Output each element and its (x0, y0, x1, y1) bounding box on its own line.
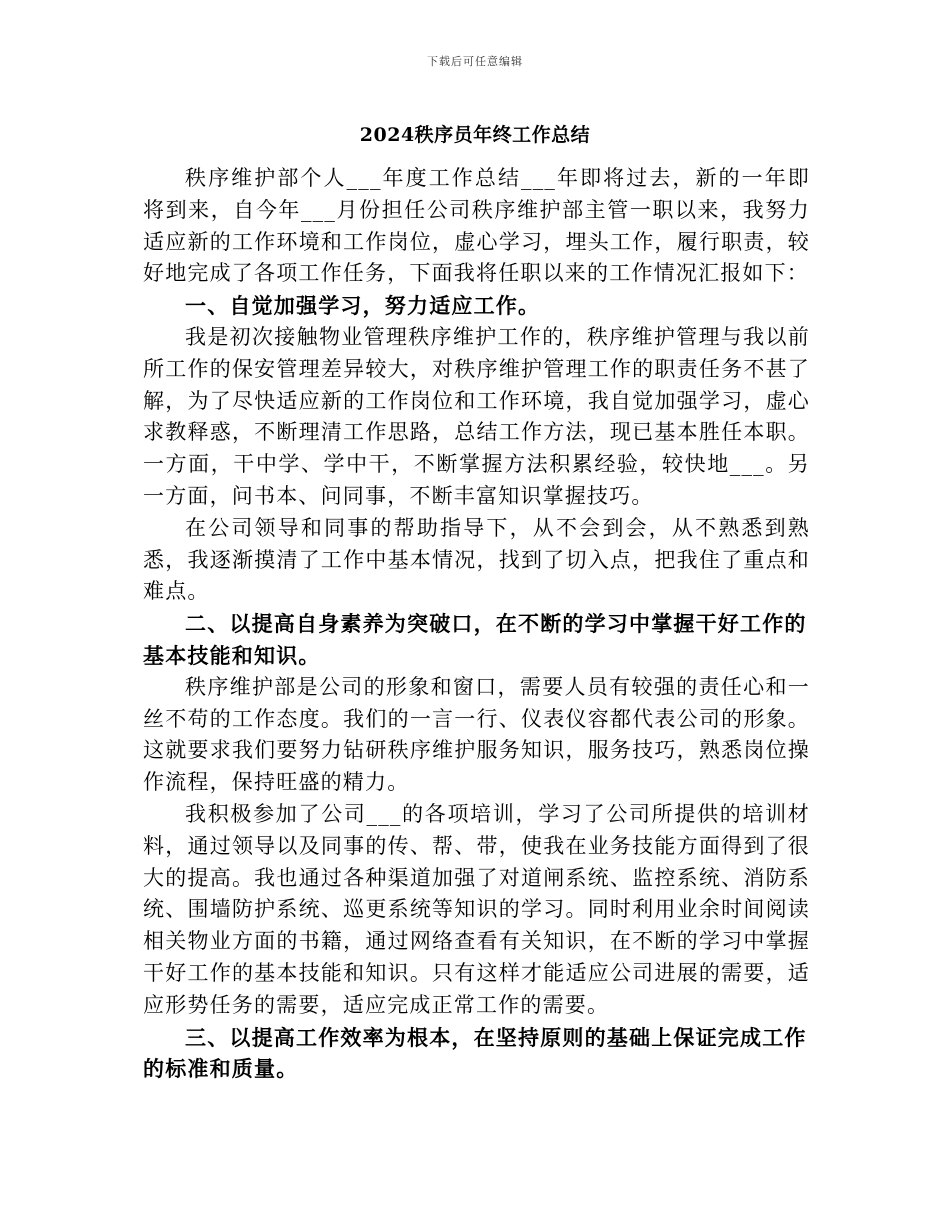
section-2-paragraph-2: 我积极参加了公司___的各项培训，学习了公司所提供的培训材料，通过领导以及同事的传、帮、带，使我在业务技能方面得到了很大的提高。我也通过各种渠道加强了对道闸系统、监控系统、消防系统、围墙防护系统、巡更系统等知识的学习。同时利用业余时间阅读相关物业方面的书籍，通过网络查看有关知识，在不断的学习中掌握干好工作的基本技能和知识。只有这样才能适应公司进展的需要，适应形势任务的需要，适应完成正常工作的需要。 (143, 801, 810, 1017)
section-2-paragraph-1: 秩序维护部是公司的形象和窗口，需要人员有较强的责任心和一丝不苟的工作态度。我们的一言一行、仪表仪容都代表公司的形象。这就要求我们要努力钻研秩序维护服务知识，服务技巧，熟悉岗位操作流程，保持旺盛的精力。 (143, 674, 810, 795)
intro-paragraph: 秩序维护部个人___年度工作总结___年即将过去，新的一年即将到来，自今年___月份担任公司秩序维护部主管一职以来，我努力适应新的工作环境和工作岗位，虚心学习，埋头工作，履行职责，较好地完成了各项工作任务，下面我将任职以来的工作情况汇报如下： (143, 166, 810, 286)
section-1-paragraph-1: 我是初次接触物业管理秩序维护工作的，秩序维护管理与我以前所工作的保安管理差异较大，对秩序维护管理工作的职责任务不甚了解，为了尽快适应新的工作岗位和工作环境，我自觉加强学习，虚心求教释惑，不断理清工作思路，总结工作方法，现已基本胜任本职。一方面，干中学、学中干，不断掌握方法积累经验，较快地___。另一方面，问书本、问同事，不断丰富知识掌握技巧。 (143, 324, 810, 508)
section-heading-1: 一、自觉加强学习，努力适应工作。 (185, 293, 541, 319)
document-title: 2024秩序员年终工作总结 (359, 124, 591, 146)
section-1-paragraph-2: 在公司领导和同事的帮助指导下，从不会到会，从不熟悉到熟悉，我逐渐摸清了工作中基本情况，找到了切入点，把我住了重点和难点。 (143, 515, 810, 604)
section-heading-3: 三、以提高工作效率为根本，在坚持原则的基础上保证完成工作的标准和质量。 (143, 1024, 807, 1082)
document-body (143, 163, 810, 1085)
header-note: 下载后可任意编辑 (427, 55, 523, 68)
section-heading-2: 二、以提高自身素养为突破口，在不断的学习中掌握干好工作的基本技能和知识。 (143, 611, 807, 668)
